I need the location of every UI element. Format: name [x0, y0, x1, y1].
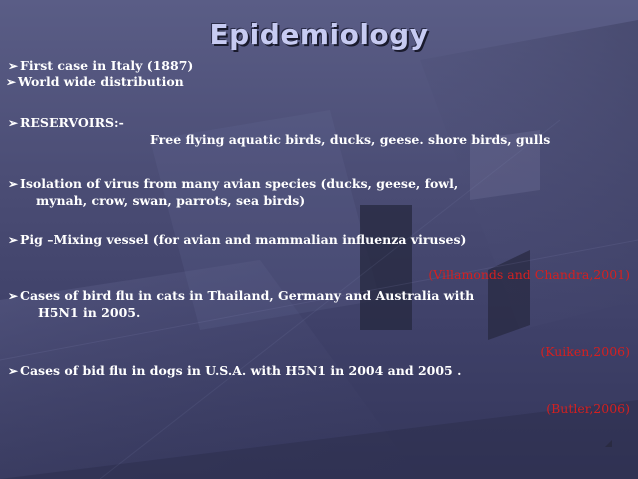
bullet-dogs: ➢ Cases of bid flu in dogs in U.S.A. with H5N1 in 2004 and 2005 . — [8, 363, 462, 378]
corner-marker-icon — [605, 440, 612, 447]
bullet-cats: ➢ Cases of bird flu in cats in Thailand, Germany and Australia with — [8, 288, 475, 303]
reference-butler: (Butler,2006) — [546, 401, 630, 416]
arrow-bullet-icon: ➢ — [8, 116, 19, 130]
reservoirs-detail: Free flying aquatic birds, ducks, geese. shore birds, gulls — [150, 132, 551, 147]
arrow-bullet-icon: ➢ — [8, 177, 19, 191]
bullet-world-wide: ➢ World wide distribution — [6, 74, 184, 89]
slide-title: Epidemiology — [209, 18, 429, 51]
arrow-bullet-icon: ➢ — [6, 75, 17, 89]
arrow-bullet-icon: ➢ — [8, 364, 19, 378]
arrow-bullet-icon: ➢ — [8, 289, 19, 303]
bullet-cats-cont: H5N1 in 2005. — [38, 305, 141, 320]
arrow-bullet-icon: ➢ — [8, 233, 19, 247]
bullet-isolation-cont: mynah, crow, swan, parrots, sea birds) — [36, 193, 306, 208]
bullet-reservoirs: ➢ RESERVOIRS:- — [8, 115, 124, 130]
reference-kuiken: (Kuiken,2006) — [540, 344, 630, 359]
arrow-bullet-icon: ➢ — [8, 59, 19, 73]
reference-villamonds: (Villamonds and Chandra,2001) — [428, 267, 630, 282]
bullet-first-case: ➢ First case in Italy (1887) — [8, 58, 194, 73]
bullet-isolation: ➢ Isolation of virus from many avian species (ducks, geese, fowl, — [8, 176, 459, 191]
bullet-pig: ➢ Pig –Mixing vessel (for avian and mammalian influenza viruses) — [8, 232, 467, 247]
